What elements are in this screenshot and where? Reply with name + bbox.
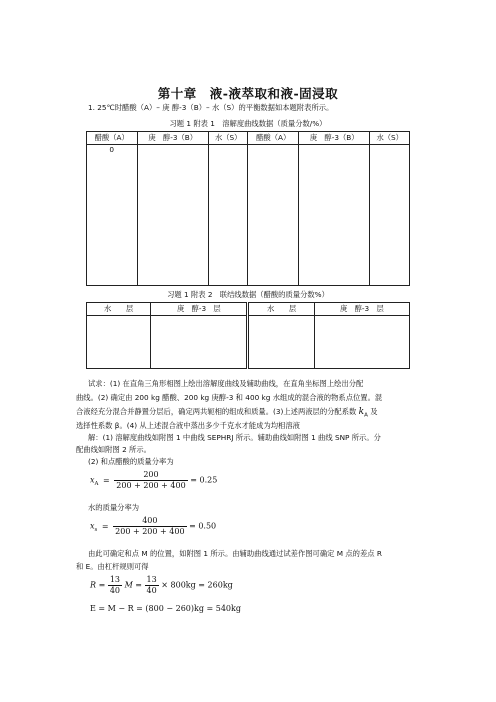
equation-xa: $x_A$ = $\frac{200}{200 + 200 + 400}$ = 0.25 (90, 470, 218, 490)
table1-header: 醋酸（A） (248, 132, 299, 145)
table1-cell (248, 145, 299, 286)
table1-cell (87, 145, 138, 286)
k-subscript: A (364, 412, 368, 419)
eq1-numerator: 200 (114, 470, 187, 481)
eq2-fraction (113, 516, 186, 537)
eq3-rest: × 800kg = 260kg (161, 580, 233, 590)
body-line: (2) 和点醋酸的质量分率为 (88, 457, 174, 466)
eq2-lhs: x (90, 521, 95, 531)
table1-first-value: 0 (109, 145, 115, 154)
equation-r (90, 575, 233, 596)
table1-header: 醋酸（A） (87, 132, 138, 145)
body-line: 水的质量分率为 (88, 503, 140, 512)
eq3-f1-denominator: 40 (109, 586, 121, 595)
table2-cell (248, 316, 314, 369)
table2-caption: 习题 1 附表 2 联结线数据（醋酸的质量分数%） (167, 290, 329, 299)
table1-header: 水（S） (208, 132, 248, 145)
eq3-f2-numerator: 13 (146, 575, 157, 584)
table2-cell (87, 316, 151, 369)
eq1-fraction (114, 470, 187, 491)
equation-xs: $x_s$ = $\frac{400}{200 + 200 + 400}$ = 0.50 (90, 516, 217, 536)
equation-e: E = M − R = (800 − 260)kg = 540kg (90, 604, 241, 613)
problem-statement: 1. 25℃时醋酸（A）– 庚 醇-3（B）– 水（S）的平衡数据如本题附表所示。 (88, 103, 334, 112)
body-text: 及 (370, 407, 378, 416)
table2-header: 庚 醇-3 层 (314, 303, 409, 316)
solubility-table (86, 131, 410, 286)
eq1-result: = 0.25 (190, 475, 218, 485)
eq3-f1-numerator: 13 (109, 575, 121, 584)
table2-cell (151, 316, 248, 369)
k-symbol: k (358, 407, 365, 417)
table1-cell (137, 145, 208, 286)
body-line: 试求：(1) 在直角三角形相图上绘出溶解度曲线及辅助曲线，在直角坐标图上绘出分配 (88, 379, 364, 388)
table2-cell (314, 316, 409, 369)
body-line: 曲线。(2) 确定由 200 kg 醋酸、200 kg 庚醇-3 和 400 kg 水组成的混合液的物系点位置。混 (76, 393, 383, 402)
eq1-sub: A (94, 481, 99, 488)
table1-header: 水（S） (370, 132, 410, 145)
body-line (76, 407, 378, 420)
eq3-fraction-1 (108, 575, 122, 596)
body-text: 合液经充分混合并静置分层后，确定两共轭相的组成和质量。(3)上述两液层的分配系数 (76, 407, 357, 416)
eq2-result: = 0.50 (189, 521, 217, 531)
eq3-f2-denominator: 40 (146, 586, 157, 595)
body-line: 配曲线如附图 2 所示。 (76, 445, 151, 454)
table1-header: 庚 醇-3（B） (298, 132, 369, 145)
eq3-m: M = (124, 580, 142, 590)
eq3-fraction-2 (145, 575, 159, 596)
eq2-sub: s (94, 527, 98, 534)
eq2-numerator: 400 (113, 516, 186, 527)
eq3-lhs: R = (90, 580, 106, 590)
table2-header: 水 层 (87, 303, 151, 316)
body-line: 选择性系数 β。(4) 从上述混合液中蒸出多少千克水才能成为均相溶液 (76, 421, 300, 430)
tie-line-table (86, 302, 410, 369)
table1-header: 庚 醇-3（B） (137, 132, 208, 145)
body-line: 由此可确定和点 M 的位置，如附图 1 所示。由辅助曲线通过试差作图可确定 M 点的差点 R (88, 549, 382, 558)
body-line: 解：(1) 溶解度曲线如附图 1 中曲线 SEPHRJ 所示。辅助曲线如附图 1 曲线 SNP 所示。分 (88, 433, 381, 442)
table1-cell (370, 145, 410, 286)
body-line: 和 E。由杠杆规则可得 (76, 562, 149, 571)
chapter-title: 第十章 液-液萃取和液-固浸取 (157, 86, 339, 101)
table2-header: 庚 醇-3 层 (151, 303, 248, 316)
eq2-denominator: 200 + 200 + 400 (115, 527, 185, 536)
table1-cell (208, 145, 248, 286)
table2-header: 水 层 (248, 303, 314, 316)
eq1-lhs: x (90, 475, 95, 485)
table1-cell (298, 145, 369, 286)
table1-caption: 习题 1 附表 1 溶解度曲线数据（质量分数/%） (169, 119, 327, 128)
eq1-denominator: 200 + 200 + 400 (116, 481, 186, 490)
